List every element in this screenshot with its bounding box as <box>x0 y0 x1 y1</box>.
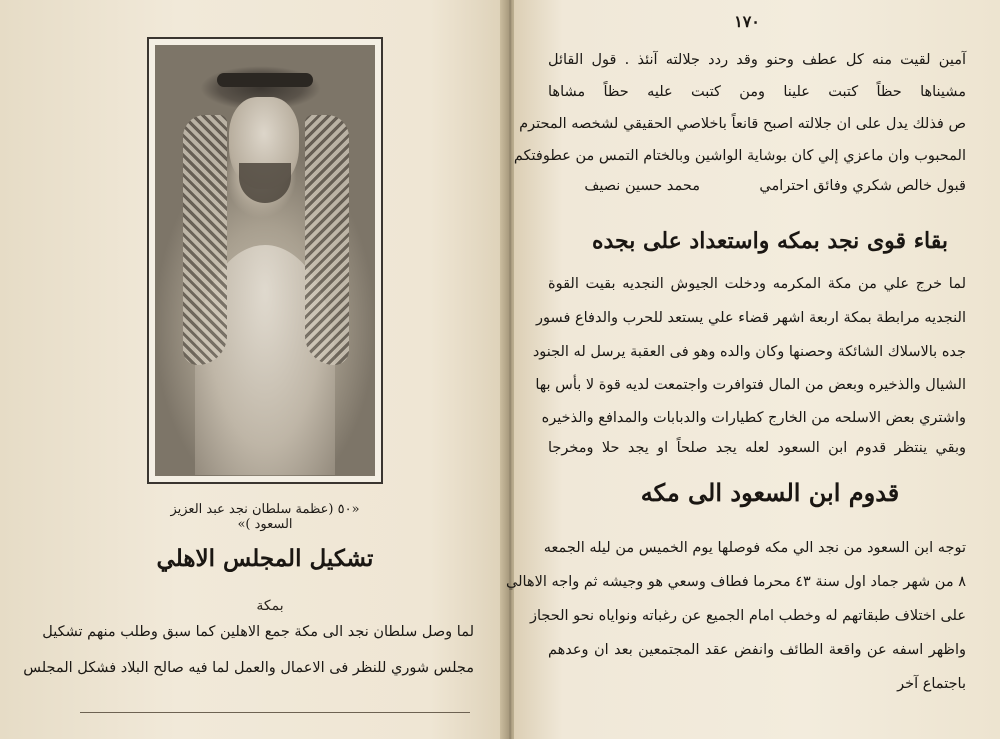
bleed-through-text <box>6 30 66 710</box>
photo-caption: «٥٠ (عظمة سلطان نجد عبد العزيز السعود )» <box>170 502 360 532</box>
footer-rule <box>80 712 470 713</box>
text-line: ص فذلك يدل على ان جلالته اصبح قانعاً باخلاصي الحقيقي لشخصه المحترم <box>519 116 966 132</box>
text-line: واظهر اسفه عن واقعة الطائف وانفض عقد المجتمعين بعد ان وعدهم <box>548 642 966 658</box>
text-line: توجه ابن السعود من نجد الي مكه فوصلها يوم الخميس من ليله الجمعه <box>543 540 966 556</box>
text-line: على اختلاف طبقاتهم له وخطب امام الجميع عن رغباته ونواياه نحو الحجاز <box>529 608 966 624</box>
text-line: مشيناها حظاً كتبت علينا ومن كتبت عليه حظاً مشاها <box>548 84 966 100</box>
text-line: النجديه مرابطة بمكة اربعة اشهر قضاء علي يستعد للحرب والدفاع فسور <box>536 310 966 326</box>
text-line: قبول خالص شكري وفائق احترامي <box>759 178 966 194</box>
text-line: واشتري بعض الاسلحه من الخارج كطيارات والدبابات والمدافع والذخيره <box>541 410 966 426</box>
portrait-photo <box>147 37 383 484</box>
signature-name: محمد حسين نصيف <box>584 178 700 194</box>
page-number: ١٧٠ <box>734 12 760 31</box>
section-title: قدوم ابن السعود الى مكه <box>640 478 900 507</box>
right-page <box>506 0 1000 739</box>
section-title: بقاء قوى نجد بمكه واستعداد على بجده <box>591 228 949 254</box>
text-line: وبقي ينتظر قدوم ابن السعود لعله يجد صلحاً او يجد حلا ومخرجا <box>548 440 966 456</box>
text-line: باجتماع آخر <box>897 676 966 692</box>
portrait-image <box>155 45 375 476</box>
text-line: جده بالاسلاك الشائكة وحصنها وكان والده وهو فى العقبة يرسل له الجنود <box>532 344 966 360</box>
text-line: لما خرج علي من مكة المكرمه ودخلت الجيوش النجديه بقيت القوة <box>548 276 966 292</box>
text-line: آمين لقيت منه كل عطف وحنو وقد ردد جلالته آنئذ . قول القائل <box>548 52 966 68</box>
text-line: ٨ من شهر جماد اول سنة ٤٣ محرما فطاف وسعي هو وجيشه ثم واجه الاهالي <box>506 574 966 590</box>
text-line: لما وصل سلطان نجد الى مكة جمع الاهلين كما سبق وطلب منهم تشكيل <box>42 624 474 640</box>
section-title-left: تشكيل المجلس الاهلي <box>156 545 374 572</box>
text-line: المحبوب وان ماعزي إلي كان بوشاية الواشين وبالختام التمس من عطوفتكم <box>513 148 966 164</box>
text-line: مجلس شوري للنظر فى الاعمال والعمل لما فيه صالح البلاد فشكل المجلس <box>23 660 474 676</box>
text-line: الشيال والذخيره وبعض من المال فتوافرت واجتمعت لديه قوة لا بأس بها <box>535 377 966 393</box>
section-subhead: بمكة <box>256 598 284 614</box>
